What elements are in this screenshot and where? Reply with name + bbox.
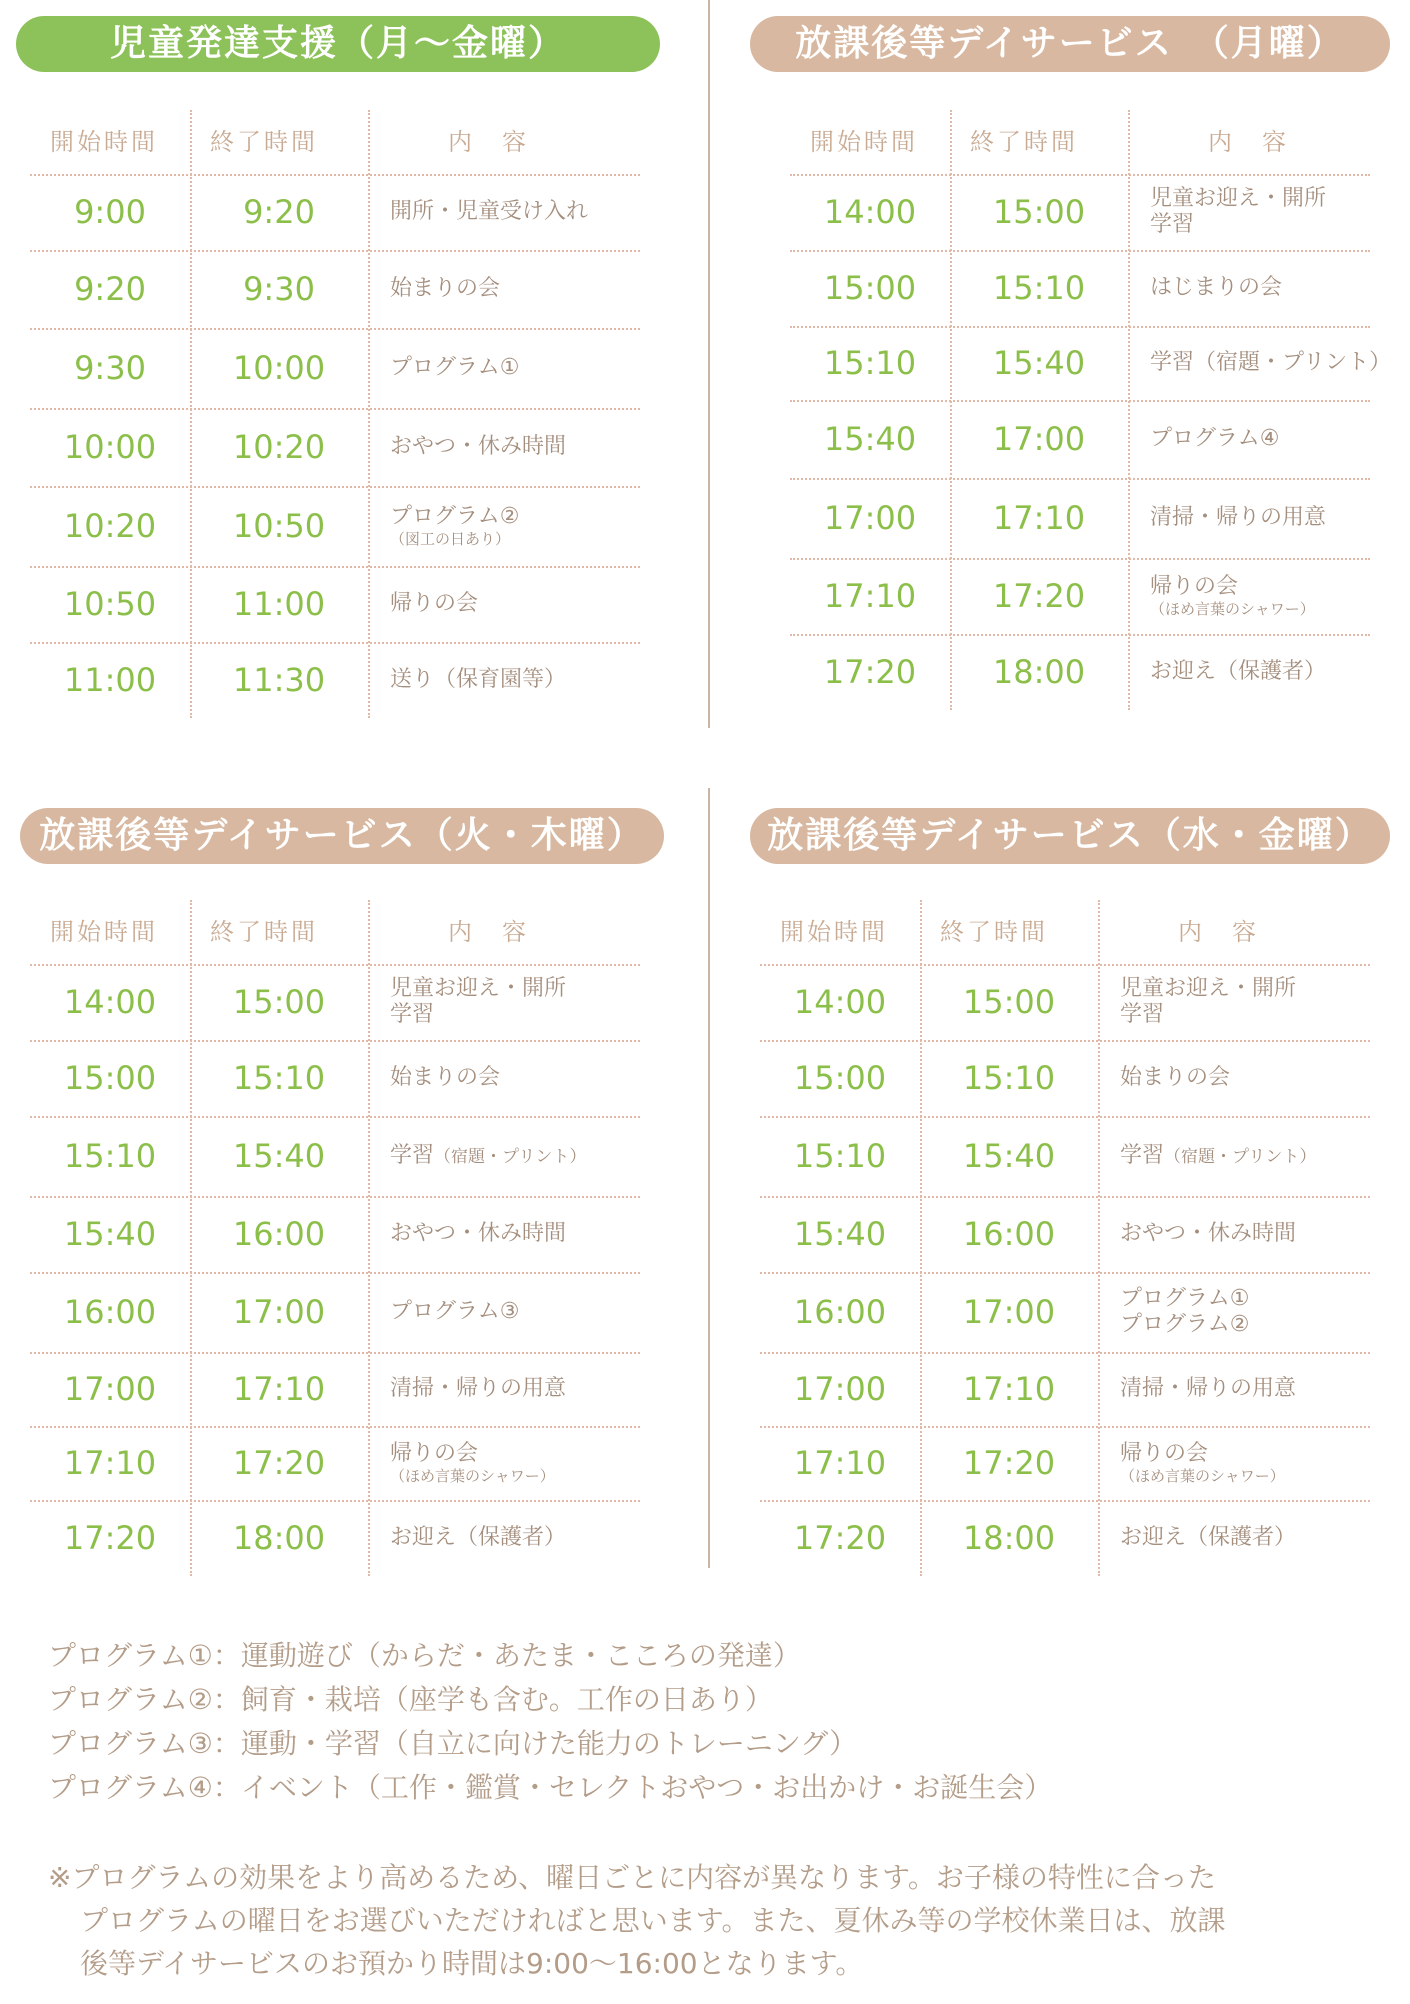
header-end-time: 終了時間	[970, 128, 1078, 156]
start-time: 14:00	[823, 193, 917, 231]
activity-note: （ほめ言葉のシャワー）	[390, 1466, 555, 1485]
activity-label: 始まりの会	[390, 276, 501, 301]
schedule-row	[790, 250, 1370, 326]
schedule-row	[760, 1426, 1370, 1500]
schedule-row	[790, 634, 1370, 710]
schedule-row	[30, 1040, 640, 1116]
activity-content	[1150, 400, 1370, 478]
column-divider-top	[708, 0, 710, 728]
schedule-row	[30, 642, 640, 718]
activity-label: プログラム④	[1150, 426, 1280, 451]
activity-label: おやつ・休み時間	[390, 1221, 567, 1246]
activity-label: おやつ・休み時間	[1120, 1221, 1297, 1246]
start-time: 16:00	[63, 1293, 157, 1331]
activity-content	[390, 642, 640, 718]
end-time: 10:50	[232, 507, 326, 545]
end-time: 17:00	[232, 1293, 326, 1331]
end-time: 17:10	[232, 1370, 326, 1408]
end-time: 10:00	[232, 349, 326, 387]
schedule-row	[30, 1500, 640, 1576]
schedule-row	[30, 566, 640, 642]
schedule-row	[790, 174, 1370, 250]
end-time: 15:00	[962, 983, 1056, 1021]
header-end-time: 終了時間	[210, 918, 318, 946]
start-time: 17:00	[63, 1370, 157, 1408]
schedule-row	[30, 328, 640, 408]
end-time: 18:00	[232, 1519, 326, 1557]
activity-note: （宿題・プリント）	[434, 1146, 587, 1167]
activity-content	[1120, 1040, 1370, 1116]
schedule-row	[790, 400, 1370, 478]
schedule-row	[30, 1352, 640, 1426]
activity-label-line2: 学習	[1150, 212, 1195, 237]
schedule-table	[30, 110, 640, 718]
start-time: 17:20	[63, 1519, 157, 1557]
end-time: 9:30	[243, 270, 315, 308]
activity-content	[1120, 1196, 1370, 1272]
start-time: 17:00	[823, 499, 917, 537]
schedule-row	[790, 478, 1370, 558]
activity-content	[390, 1500, 640, 1576]
start-time: 16:00	[793, 1293, 887, 1331]
activity-content	[390, 1426, 640, 1500]
schedule-row	[30, 250, 640, 328]
schedule-row	[760, 1500, 1370, 1576]
program-legend	[48, 1634, 1052, 1810]
activity-label: お迎え（保護者）	[1150, 659, 1327, 684]
start-time: 10:50	[63, 585, 157, 623]
activity-label: 開所・児童受け入れ	[390, 199, 589, 224]
schedule-row	[30, 1426, 640, 1500]
end-time: 17:10	[962, 1370, 1056, 1408]
activity-label-line2: 学習	[1120, 1002, 1165, 1027]
activity-label: プログラム②	[390, 503, 520, 529]
legend-item: プログラム②：飼育・栽培（座学も含む。工作の日あり）	[48, 1683, 773, 1716]
activity-label: 児童お迎え・開所	[1120, 976, 1297, 1001]
end-time: 15:10	[232, 1059, 326, 1097]
header-start-time: 開始時間	[50, 918, 158, 946]
activity-content	[1150, 250, 1370, 326]
activity-label-line2: プログラム②	[1120, 1312, 1250, 1337]
activity-note: （ほめ言葉のシャワー）	[1120, 1466, 1285, 1485]
activity-label: 帰りの会	[1150, 573, 1239, 599]
activity-content	[1120, 1272, 1370, 1352]
activity-content	[390, 1272, 640, 1352]
start-time: 15:10	[823, 344, 917, 382]
start-time: 15:10	[63, 1137, 157, 1175]
start-time: 17:20	[823, 653, 917, 691]
activity-label: お迎え（保護者）	[390, 1525, 567, 1550]
start-time: 17:10	[793, 1444, 887, 1482]
schedule-row	[30, 174, 640, 250]
footnote-line: ※プログラムの効果をより高めるため、曜日ごとに内容が異なります。お子様の特性に合った	[48, 1861, 1216, 1894]
activity-content	[1150, 326, 1392, 400]
start-time: 10:20	[63, 507, 157, 545]
activity-content	[1120, 1116, 1370, 1196]
schedule-row	[30, 1116, 640, 1196]
activity-content	[1120, 964, 1370, 1040]
header-end-time: 終了時間	[210, 128, 318, 156]
activity-label-line2: 学習	[390, 1002, 435, 1027]
header-start-time: 開始時間	[780, 918, 888, 946]
end-time: 15:40	[232, 1137, 326, 1175]
activity-content	[1120, 1352, 1370, 1426]
start-time: 15:00	[63, 1059, 157, 1097]
activity-content	[1150, 174, 1370, 250]
legend-item: プログラム①：運動遊び（からだ・あたま・こころの発達）	[48, 1639, 801, 1672]
schedule-row	[790, 326, 1392, 400]
header-end-time: 終了時間	[940, 918, 1048, 946]
start-time: 14:00	[63, 983, 157, 1021]
activity-label: 学習（宿題・プリント）	[1150, 350, 1392, 375]
footnote	[48, 1856, 1368, 1985]
header-content: 内 容	[448, 918, 529, 946]
activity-label: 清掃・帰りの用意	[1150, 505, 1327, 530]
schedule-table	[790, 110, 1392, 710]
activity-note: （図工の日あり）	[390, 529, 511, 548]
activity-content	[390, 408, 640, 486]
end-time: 17:20	[992, 577, 1086, 615]
end-time: 16:00	[962, 1215, 1056, 1253]
schedule-title: 児童発達支援（月〜金曜）	[16, 16, 660, 72]
end-time: 16:00	[232, 1215, 326, 1253]
end-time: 10:20	[232, 428, 326, 466]
schedule-row	[30, 408, 640, 486]
activity-label: 学習	[390, 1142, 435, 1168]
activity-content	[390, 250, 640, 328]
schedule-row	[760, 1352, 1370, 1426]
end-time: 11:00	[232, 585, 326, 623]
activity-label: 児童お迎え・開所	[1150, 186, 1327, 211]
start-time: 9:00	[74, 193, 146, 231]
activity-label: プログラム①	[1120, 1286, 1250, 1311]
end-time: 17:10	[992, 499, 1086, 537]
activity-content	[390, 486, 640, 566]
activity-content	[390, 174, 640, 250]
schedule-row	[30, 486, 640, 566]
activity-content	[1150, 478, 1370, 558]
activity-label: 帰りの会	[1120, 1440, 1209, 1466]
activity-label: プログラム③	[390, 1299, 520, 1324]
footnote-line: 後等デイサービスのお預かり時間は9:00〜16:00となります。	[80, 1947, 864, 1980]
end-time: 17:00	[962, 1293, 1056, 1331]
end-time: 15:10	[992, 269, 1086, 307]
end-time: 17:20	[232, 1444, 326, 1482]
header-content: 内 容	[1208, 128, 1289, 156]
schedule-row	[760, 1196, 1370, 1272]
activity-label: 清掃・帰りの用意	[390, 1376, 567, 1401]
end-time: 15:00	[232, 983, 326, 1021]
schedule-row	[760, 1116, 1370, 1196]
schedule-title: 放課後等デイサービス（水・金曜）	[750, 808, 1390, 864]
header-start-time: 開始時間	[810, 128, 918, 156]
activity-content	[1120, 1426, 1370, 1500]
activity-content	[390, 964, 640, 1040]
schedule-row	[30, 1272, 640, 1352]
activity-label: 児童お迎え・開所	[390, 976, 567, 1001]
legend-item: プログラム③：運動・学習（自立に向けた能力のトレーニング）	[48, 1727, 858, 1760]
end-time: 18:00	[992, 653, 1086, 691]
activity-content	[390, 328, 640, 408]
start-time: 15:00	[793, 1059, 887, 1097]
start-time: 15:00	[823, 269, 917, 307]
activity-label: 送り（保育園等）	[390, 667, 567, 692]
start-time: 10:00	[63, 428, 157, 466]
activity-label: プログラム①	[390, 355, 520, 380]
activity-label: 始まりの会	[1120, 1065, 1231, 1090]
schedule-row	[30, 1196, 640, 1272]
end-time: 15:40	[992, 344, 1086, 382]
start-time: 14:00	[793, 983, 887, 1021]
activity-label: おやつ・休み時間	[390, 434, 567, 459]
activity-label: 学習	[1120, 1142, 1165, 1168]
start-time: 17:10	[823, 577, 917, 615]
end-time: 15:10	[962, 1059, 1056, 1097]
start-time: 9:30	[74, 349, 146, 387]
schedule-row	[760, 964, 1370, 1040]
activity-label: 清掃・帰りの用意	[1120, 1376, 1297, 1401]
footnote-line: プログラムの曜日をお選びいただければと思います。また、夏休み等の学校休業日は、放課	[80, 1904, 1226, 1937]
activity-label: 帰りの会	[390, 1440, 479, 1466]
activity-content	[1150, 558, 1370, 634]
activity-content	[390, 1040, 640, 1116]
schedule-table	[760, 900, 1370, 1576]
activity-label: お迎え（保護者）	[1120, 1525, 1297, 1550]
end-time: 18:00	[962, 1519, 1056, 1557]
start-time: 15:40	[63, 1215, 157, 1253]
activity-content	[390, 1116, 640, 1196]
legend-item: プログラム④：イベント（工作・鑑賞・セレクトおやつ・お出かけ・お誕生会）	[48, 1771, 1053, 1804]
schedule-row	[30, 964, 640, 1040]
start-time: 11:00	[63, 661, 157, 699]
start-time: 9:20	[74, 270, 146, 308]
activity-content	[390, 1196, 640, 1272]
schedule-row	[760, 1040, 1370, 1116]
activity-content	[390, 1352, 640, 1426]
end-time: 9:20	[243, 193, 315, 231]
activity-note: （ほめ言葉のシャワー）	[1150, 599, 1315, 618]
end-time: 15:40	[962, 1137, 1056, 1175]
activity-label: はじまりの会	[1150, 275, 1283, 300]
schedule-title: 放課後等デイサービス （月曜）	[750, 16, 1390, 72]
schedule-row	[760, 1272, 1370, 1352]
end-time: 11:30	[232, 661, 326, 699]
start-time: 17:20	[793, 1519, 887, 1557]
start-time: 15:40	[793, 1215, 887, 1253]
end-time: 15:00	[992, 193, 1086, 231]
end-time: 17:20	[962, 1444, 1056, 1482]
header-content: 内 容	[448, 128, 529, 156]
end-time: 17:00	[992, 420, 1086, 458]
activity-label: 帰りの会	[390, 591, 479, 616]
schedule-table	[30, 900, 640, 1576]
activity-content	[390, 566, 640, 642]
start-time: 15:10	[793, 1137, 887, 1175]
start-time: 17:10	[63, 1444, 157, 1482]
activity-content	[1120, 1500, 1370, 1576]
column-divider-bottom	[708, 788, 710, 1568]
activity-content	[1150, 634, 1370, 710]
start-time: 15:40	[823, 420, 917, 458]
start-time: 17:00	[793, 1370, 887, 1408]
activity-note: （宿題・プリント）	[1164, 1146, 1317, 1167]
header-content: 内 容	[1178, 918, 1259, 946]
activity-label: 始まりの会	[390, 1065, 501, 1090]
header-start-time: 開始時間	[50, 128, 158, 156]
schedule-row	[790, 558, 1370, 634]
schedule-title: 放課後等デイサービス（火・木曜）	[20, 808, 664, 864]
